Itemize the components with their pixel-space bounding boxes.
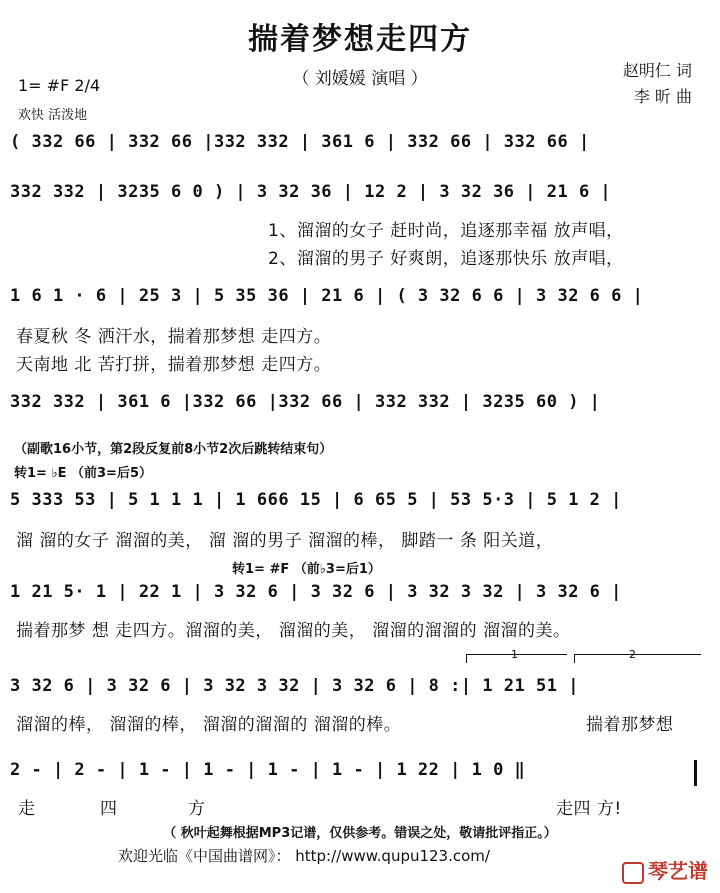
lyric-ending-3: 方 bbox=[188, 799, 206, 819]
lyric-chorus-2: 揣着那梦 想 走四方。溜溜的美， 溜溜的美， 溜溜的溜溜的 溜溜的美。 bbox=[16, 621, 571, 641]
volta-bracket-2 bbox=[574, 648, 701, 663]
key-signature: 1= #F 2/4 bbox=[18, 76, 101, 95]
notation-line-7: 3 32 6 | 3 32 6 | 3 32 3 32 | 3 32 6 | 8 :| 1 21 51 | bbox=[10, 676, 579, 696]
lyric-chorus-3: 溜溜的棒， 溜溜的棒， 溜溜的溜溜的 溜溜的棒。 bbox=[16, 715, 402, 735]
lyric-verse2-line2: 天南地 北 苦打拼，揣着那梦想 走四方。 bbox=[16, 355, 332, 375]
lyric-ending-2: 四 bbox=[100, 799, 118, 819]
lyric-ending-4: 走四 方! bbox=[556, 799, 622, 819]
notation-line-8: 2 - | 2 - | 1 - | 1 - | 1 - | 1 - | 1 22 | 1 0 ‖ bbox=[10, 760, 526, 780]
logo-icon bbox=[622, 862, 644, 884]
volta-label-1: 1 bbox=[511, 648, 518, 661]
modulation-marking-2: 转1= #F （前♭3=后1） bbox=[232, 562, 381, 577]
modulation-marking-1: 转1= ♭E （前3=后5） bbox=[14, 466, 152, 481]
notation-line-3: 1 6 1 · 6 | 25 3 | 5 35 36 | 21 6 | ( 3 32 6 6 | 3 32 6 6 | bbox=[10, 286, 644, 306]
site-link[interactable]: 欢迎光临《中国曲谱网》： http://www.qupu123.com/ bbox=[118, 847, 490, 865]
disclaimer-text: （ 秋叶起舞根据MP3记谱，仅供参考。错误之处，敬请批评指正。） bbox=[163, 826, 557, 841]
composer-credit: 李 昕 曲 bbox=[633, 87, 692, 106]
notation-line-4: 332 332 | 361 6 |332 66 |332 66 | 332 332 | 3235 60 ) | bbox=[10, 392, 601, 412]
logo-text: 琴艺谱 bbox=[648, 859, 708, 883]
notation-line-6: 1 21 5· 1 | 22 1 | 3 32 6 | 3 32 6 | 3 32 3 32 | 3 32 6 | bbox=[10, 582, 622, 602]
notation-line-2: 332 332 | 3235 6 0 ) | 3 32 36 | 12 2 | 3 32 36 | 21 6 | bbox=[10, 182, 612, 202]
notation-line-5: 5 333 53 | 5 1 1 1 | 1 666 15 | 6 65 5 | 53 5·3 | 5 1 2 | bbox=[10, 490, 622, 510]
page-title: 揣着梦想走四方 bbox=[248, 22, 472, 57]
volta-bracket-1 bbox=[466, 648, 567, 663]
lyric-chorus-3-end: 揣着那梦想 bbox=[586, 715, 674, 735]
notation-line-1: ( 332 66 | 332 66 |332 332 | 361 6 | 332 66 | 332 66 | bbox=[10, 132, 590, 152]
lyricist-credit: 赵明仁 词 bbox=[622, 61, 692, 80]
repeat-instruction: （副歌16小节，第2段反复前8小节2次后跳转结束句） bbox=[14, 442, 333, 457]
lyric-verse1-line1: 1、溜溜的女子 赶时尚，追逐那幸福 放声唱， bbox=[268, 221, 624, 241]
final-barline bbox=[694, 760, 697, 786]
volta-label-2: 2 bbox=[629, 648, 636, 661]
lyric-verse2-line1: 2、溜溜的男子 好爽朗，追逐那快乐 放声唱， bbox=[268, 249, 624, 269]
lyric-chorus-1: 溜 溜的女子 溜溜的美， 溜 溜的男子 溜溜的棒， 脚踏一 条 阳关道， bbox=[16, 531, 554, 551]
site-logo bbox=[622, 855, 708, 884]
lyric-verse1-line2: 春夏秋 冬 洒汗水，揣着那梦想 走四方。 bbox=[16, 327, 332, 347]
tempo-marking: 欢快 活泼地 bbox=[18, 108, 88, 123]
singer-credit: （ 刘媛媛 演唱 ） bbox=[292, 69, 428, 89]
lyric-ending-1: 走 bbox=[18, 799, 36, 819]
